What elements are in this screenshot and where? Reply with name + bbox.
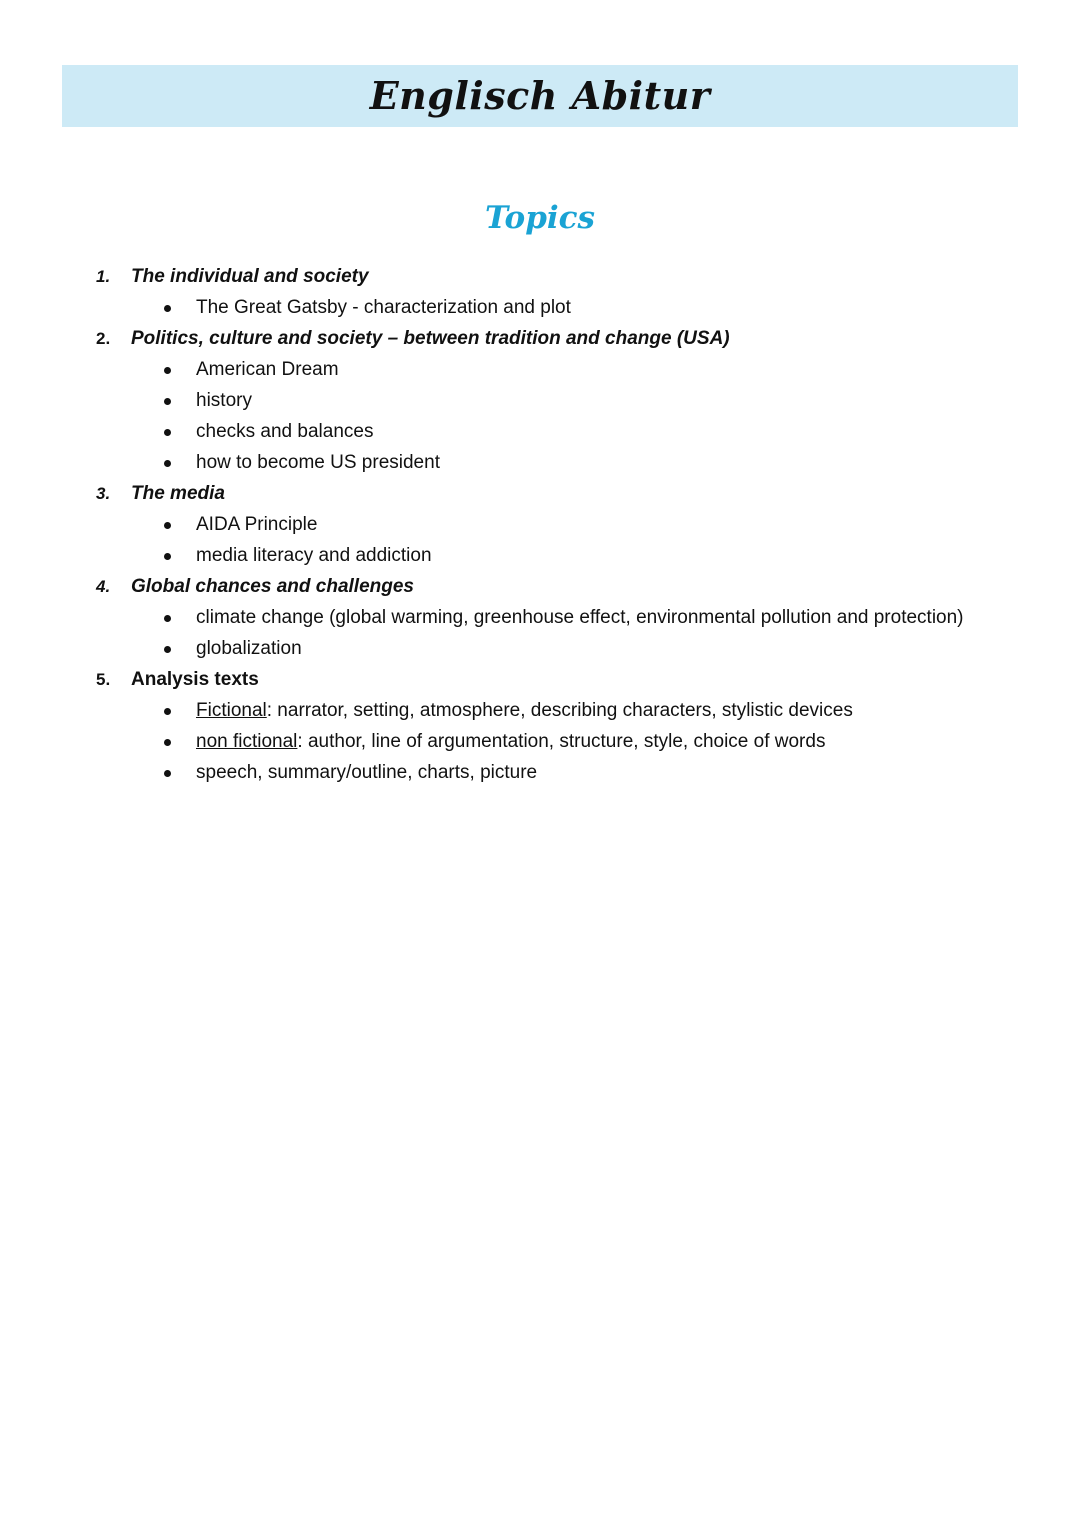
- bullet-icon: [164, 460, 171, 467]
- list-item: [96, 728, 1056, 756]
- topics-heading: Topics: [485, 200, 595, 236]
- list-item: [96, 511, 1056, 539]
- topics-list: [96, 263, 1056, 790]
- list-item: [96, 604, 1056, 632]
- section-title: The individual and society: [131, 266, 369, 287]
- page-title: Englisch Abitur: [369, 73, 711, 118]
- title-banner: [62, 65, 1018, 127]
- section-4-heading: [96, 573, 1056, 601]
- fictional-label: Fictional: [196, 700, 267, 721]
- list-item: [96, 449, 1056, 477]
- section-number: 5.: [96, 670, 111, 689]
- fictional-description: : narrator, setting, atmosphere, describing characters, stylistic devices: [266, 700, 853, 721]
- list-item-text: [196, 697, 853, 725]
- list-item-text: American Dream: [196, 359, 339, 380]
- list-item: [96, 356, 1056, 384]
- list-item-text: history: [196, 390, 252, 411]
- list-item-text: [196, 728, 825, 756]
- section-number: 4.: [96, 577, 111, 596]
- list-item-text: globalization: [196, 638, 302, 659]
- section-5-heading: [96, 666, 1056, 694]
- section-2-heading: [96, 325, 1056, 353]
- list-item: [96, 542, 1056, 570]
- bullet-icon: [164, 522, 171, 529]
- bullet-icon: [164, 367, 171, 374]
- list-item-text: how to become US president: [196, 452, 440, 473]
- list-item: [96, 294, 1056, 322]
- section-number: 3.: [96, 484, 111, 503]
- list-item-text: speech, summary/outline, charts, picture: [196, 762, 538, 783]
- list-item: [96, 635, 1056, 663]
- section-title: Politics, culture and society – between tradition and change (USA): [131, 328, 730, 349]
- bullet-icon: [164, 305, 171, 312]
- list-item: [96, 697, 1056, 725]
- bullet-icon: [164, 429, 171, 436]
- list-item: [96, 418, 1056, 446]
- section-title: Global chances and challenges: [131, 576, 414, 597]
- bullet-icon: [164, 646, 171, 653]
- list-item: [96, 759, 1056, 787]
- bullet-icon: [164, 708, 171, 715]
- bullet-icon: [164, 739, 171, 746]
- section-number: 2.: [96, 329, 111, 348]
- section-1-heading: [96, 263, 1056, 291]
- list-item-text: media literacy and addiction: [196, 545, 432, 566]
- list-item-text: checks and balances: [196, 421, 374, 442]
- list-item: [96, 387, 1056, 415]
- bullet-icon: [164, 398, 171, 405]
- bullet-icon: [164, 770, 171, 777]
- list-item-text: AIDA Principle: [196, 514, 318, 535]
- list-item-text: The Great Gatsby - characterization and plot: [196, 297, 571, 318]
- bullet-icon: [164, 553, 171, 560]
- non-fictional-label: non fictional: [196, 731, 298, 752]
- bullet-icon: [164, 615, 171, 622]
- non-fictional-description: : author, line of argumentation, structure, style, choice of words: [297, 731, 826, 752]
- section-title: Analysis texts: [131, 669, 259, 690]
- list-item-text: climate change (global warming, greenhouse effect, environmental pollution and protection): [196, 607, 964, 628]
- section-title: The media: [131, 483, 225, 504]
- section-number: 1.: [96, 267, 111, 286]
- section-3-heading: [96, 480, 1056, 508]
